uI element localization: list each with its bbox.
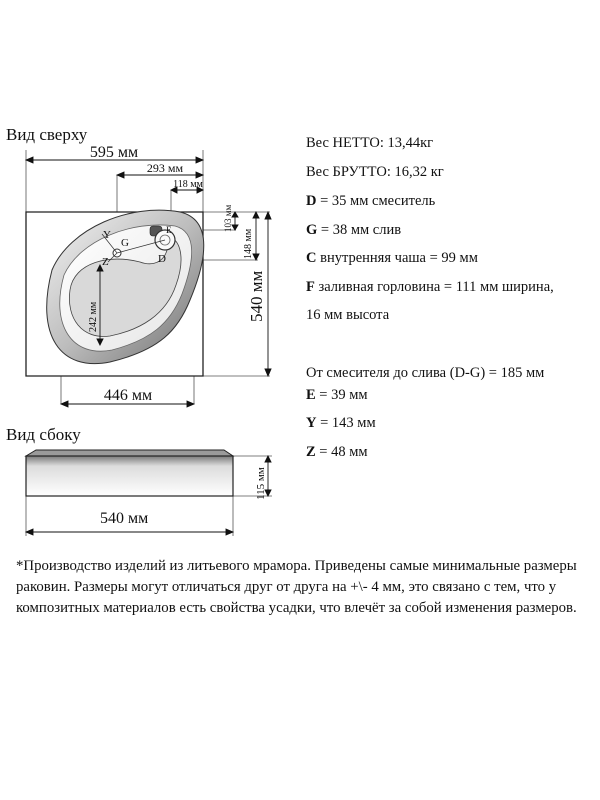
spec-drain: G = 38 мм слив [306, 222, 402, 238]
side-profile-top [26, 450, 233, 456]
spec-overflow-height: 16 мм высота [306, 307, 390, 323]
spec-inner-bowl: C внутренняя чаша = 99 мм [306, 250, 478, 266]
spec-weight-net: Вес НЕТТО: 13,44кг [306, 135, 434, 151]
spec-overflow: F заливная горловина = 111 мм ширина, [306, 279, 554, 295]
side-view-title: Вид сбоку [6, 425, 81, 444]
spec-weight-gross: Вес БРУТТО: 16,32 кг [306, 164, 444, 180]
dim-595: 595 мм [89, 144, 139, 161]
dim-148: 148 мм [243, 228, 254, 259]
marker-g: G [121, 237, 129, 249]
dim-293: 293 мм [146, 161, 184, 175]
marker-y: Y [103, 229, 111, 241]
dim-446: 446 мм [103, 387, 153, 404]
spec-e: E = 39 мм [306, 387, 368, 403]
dim-103: 103 мм [223, 204, 233, 232]
spec-z: Z = 48 мм [306, 444, 368, 460]
dim-242: 242 мм [88, 301, 99, 332]
spec-mixer: D = 35 мм смеситель [306, 193, 436, 209]
side-view-drawing [0, 440, 300, 540]
marker-e: E [166, 225, 172, 235]
top-view-drawing [0, 0, 300, 420]
dim-540-side: 540 мм [100, 510, 149, 527]
dim-540-top: 540 мм [247, 270, 266, 322]
marker-d: D [158, 253, 166, 265]
marker-z: Z [102, 256, 109, 268]
footnote: *Производство изделий из литьевого мрамора. Приведены самые минимальные размеры раковин. Размеры могут отличаться друг от друга на +\- 4 мм, это связано с тем, что у композитных материалов есть свойства усадки, что влечёт за собой изменения размеров. [16, 558, 577, 616]
dim-118: 118 мм [173, 179, 203, 190]
spec-y: Y = 143 мм [306, 415, 376, 431]
spec-mixer-to-drain: От смесителя до слива (D-G) = 185 мм [306, 365, 545, 381]
side-profile-body [26, 456, 233, 496]
dim-115: 115 мм [255, 467, 267, 500]
top-view-title: Вид сверху [6, 125, 88, 144]
